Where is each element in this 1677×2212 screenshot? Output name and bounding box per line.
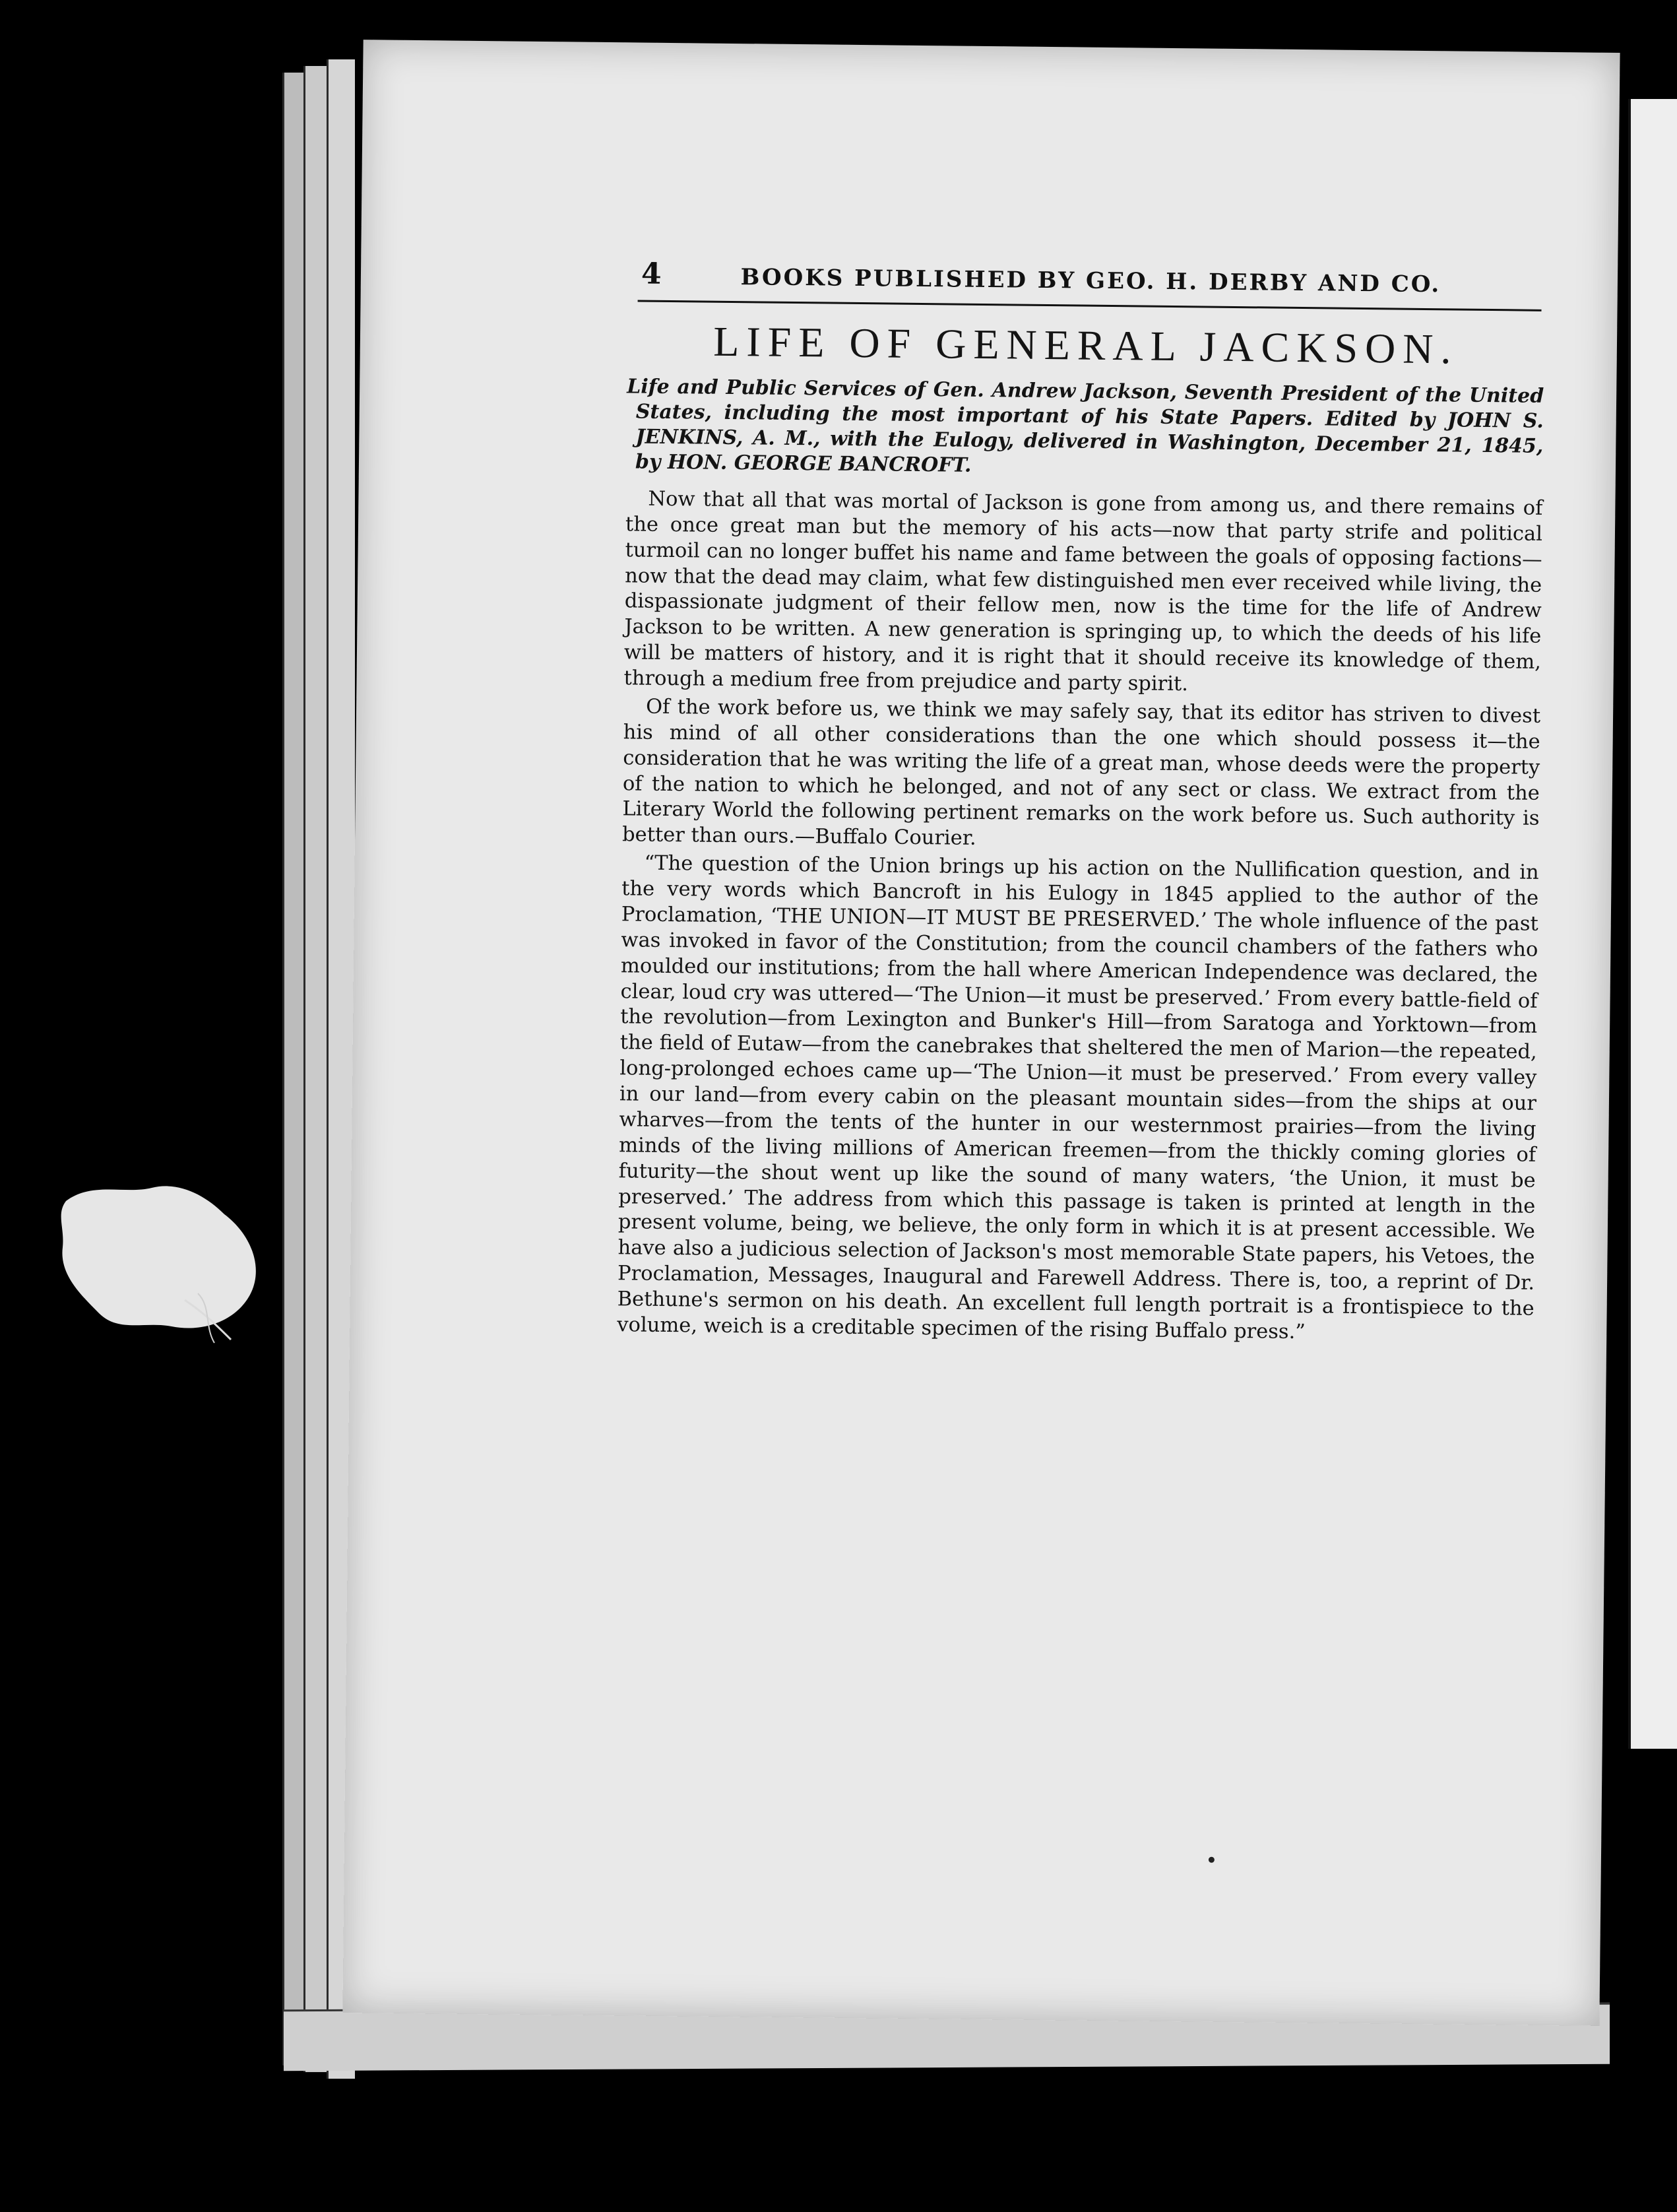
- page-content: [617, 316, 1544, 1348]
- book-title: LIFE OF GENERAL JACKSON.: [712, 317, 1459, 373]
- facing-page-edge: [1628, 99, 1677, 1749]
- torn-paper-fragment: [53, 1175, 277, 1346]
- body-paragraph: Of the work before us, we think we may safely say, that its editor has striven to divest his mind of all other considerations than the one which should possess it—the consideration that he was writing the life of a great man, whose deeds were the property of the nation to which he belonged, and not of any sect or class. We extract from the Literary World the following pertinent remarks on the work before us. Such authority is better than ours.—Buffalo Courier.: [621, 695, 1541, 851]
- header-rule: [638, 300, 1542, 311]
- body-paragraph: Now that all that was mortal of Jackson is gone from among us, and there remains of the once great man but the memory of his acts—now that party strife and political turmoil can no longer buffet his name and fame between the goals of opposing factions—now that the dead may claim, what few distinguished men ever received while living, the dispassionate judgment of their fellow men, now is the time for the life of Andrew Jackson to be written. A new generation is springing up, to which the deeds of his life will be matters of history, and it is right that it should receive its knowledge of them, through a medium free from prejudice and party spirit.: [623, 487, 1543, 696]
- page-number: 4: [641, 257, 662, 291]
- publisher-line: BOOKS PUBLISHED BY GEO. H. DERBY AND CO.: [740, 264, 1441, 298]
- running-head: [641, 257, 1677, 303]
- ink-speck: [1209, 1857, 1215, 1863]
- book-page: [342, 40, 1620, 2026]
- book-subtitle: Life and Public Services of Gen. Andrew Jackson, Seventh President of the United States, including the most important of his State Papers. Edited by JOHN S. JENKINS, A. M., with the Eulogy, delivered in Washington, December 21, 1845, by HON. GEORGE BANCROFT.: [627, 374, 1544, 477]
- body-paragraph: “The question of the Union brings up his action on the Nullification question, and in the very words which Bancroft in his Eulogy in 1845 applied to the author of the Proclamation, ‘THE UNION—IT MUST BE PRESERVED.’ The whole influence of the past was invoked in favor of the Constitution; from the council chambers of the fathers who moulded our institutions; from the hall where American Independence was declared, the clear, loud cry was uttered—‘The Union—it must be preserved.’ From every battle-field of the revolution—from Lexington and Bunker's Hill—from Saratoga and Yorktown—from the field of Eutaw—from the canebrakes that sheltered the men of Marion—the repeated, long-prolonged echoes came up—‘The Union—it must be preserved.’ From every valley in our land—from every cabin on the pleasant mountain sides—from the ships at our wharves—from the tents of the hunter in our westernmost prairies—from the living minds of the living millions of American freemen—from the thickly coming glories of futurity—the shout went up like the sound of many waters, ‘the Union, it must be preserved.’ The address from which this passage is taken is printed at length in the present volume, being, we believe, the only form in which it is at present accessible. We have also a judicious selection of Jackson's most memorable State papers, his Vetoes, the Proclamation, Messages, Inaugural and Farewell Address. There is, too, a reprint of Dr. Bethune's sermon on his death. An excellent full length portrait is a frontispiece to the volume, weich is a creditable specimen of the rising Buffalo press.”: [617, 851, 1539, 1344]
